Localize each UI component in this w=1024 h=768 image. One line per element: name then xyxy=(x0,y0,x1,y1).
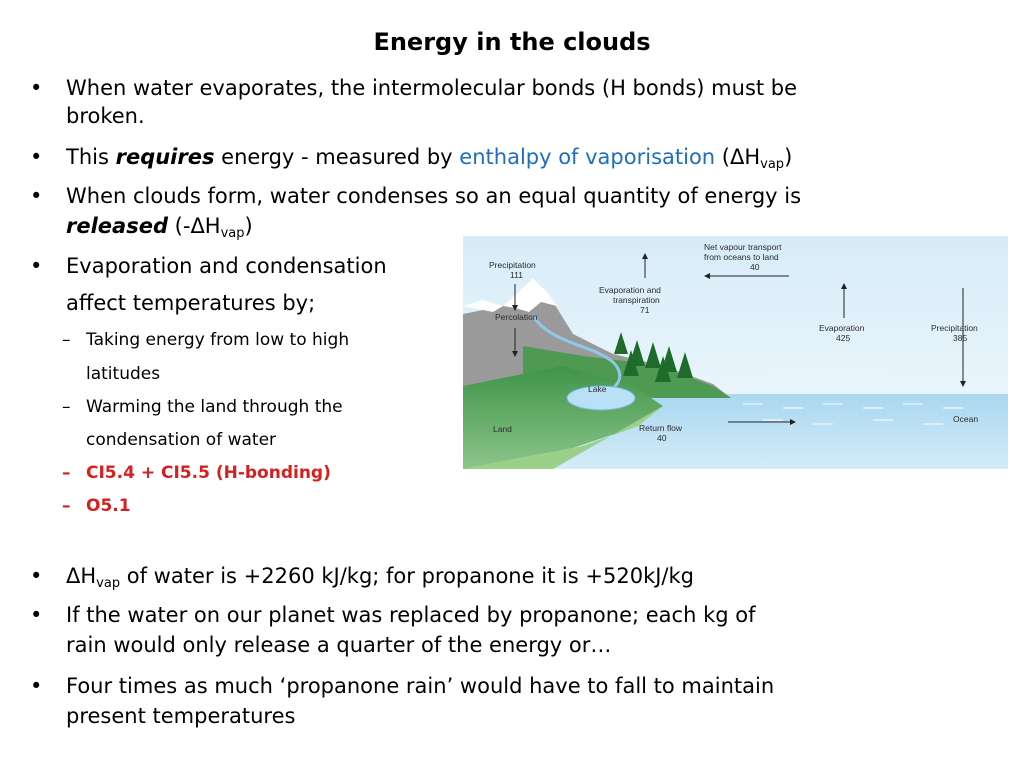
water-cycle-diagram xyxy=(463,236,1008,469)
requires-emphasis: requires xyxy=(115,145,215,169)
label-precipitation-ocean: Precipitation xyxy=(931,323,978,333)
sub-3-marker: – xyxy=(62,463,71,483)
label-net-vapour-1: Net vapour transport xyxy=(704,242,782,252)
bullet-2 xyxy=(66,145,793,172)
bullet-4-line-1: Evaporation and condensation xyxy=(66,254,387,278)
bullet-6-line-1: If the water on our planet was replaced by propanone; each kg of xyxy=(66,603,756,627)
sub-1-marker: – xyxy=(62,330,71,350)
page-title: Energy in the clouds xyxy=(373,28,651,56)
vap-subscript: vap xyxy=(760,157,785,172)
delta-h-symbol: ΔH xyxy=(66,564,97,588)
bullet-4-line-2: affect temperatures by; xyxy=(66,291,316,315)
bullet-3-close: ) xyxy=(244,214,253,238)
label-net-vapour-2: from oceans to land xyxy=(704,252,779,262)
bullet-3-post: (-ΔH xyxy=(168,214,221,238)
label-evaporation-value: 425 xyxy=(836,333,851,343)
label-evaporation: Evaporation xyxy=(819,323,865,333)
label-return-flow: Return flow xyxy=(639,423,682,433)
bullet-7-line-2: present temperatures xyxy=(66,704,296,728)
label-precipitation-land-value: 111 xyxy=(510,270,523,280)
label-return-flow-value: 40 xyxy=(657,433,667,443)
bullet-5-marker: • xyxy=(30,564,43,588)
label-precipitation-land: Precipitation xyxy=(489,260,536,270)
label-evap-trans-1: Evaporation and xyxy=(599,285,661,295)
label-lake: Lake xyxy=(588,384,607,394)
bullet-7-line-1: Four times as much ‘propanone rain’ would have to fall to maintain xyxy=(66,674,775,698)
bullet-2-post: (ΔH xyxy=(715,145,761,169)
bullet-6-line-2: rain would only release a quarter of the energy or… xyxy=(66,633,612,657)
sub-2-marker: – xyxy=(62,397,71,417)
bullet-2-close: ) xyxy=(784,145,793,169)
bullet-3-line-2 xyxy=(66,214,253,241)
bullet-2-mid: energy - measured by xyxy=(214,145,460,169)
vap-subscript: vap xyxy=(220,226,245,241)
label-percolation: Percolation xyxy=(495,312,538,322)
sub-2-line-1: Warming the land through the xyxy=(86,397,343,417)
spec-ref-ci5: CI5.4 + CI5.5 (H-bonding) xyxy=(86,463,331,483)
bullet-7-marker: • xyxy=(30,674,43,698)
vap-subscript: vap xyxy=(96,576,121,591)
released-emphasis: released xyxy=(66,214,168,238)
sub-4-marker: – xyxy=(62,496,71,516)
label-evap-trans-value: 71 xyxy=(640,305,650,315)
sub-2-line-2: condensation of water xyxy=(86,430,277,450)
label-net-vapour-value: 40 xyxy=(750,262,760,272)
bullet-3-line-1: When clouds form, water condenses so an equal quantity of energy is xyxy=(66,184,802,208)
sub-1-line-2: latitudes xyxy=(86,364,161,384)
bullet-2-pre: This xyxy=(66,145,116,169)
label-precipitation-ocean-value: 385 xyxy=(953,333,968,343)
bullet-1-marker: • xyxy=(30,76,43,100)
bullet-4-marker: • xyxy=(30,254,43,278)
label-ocean: Ocean xyxy=(953,414,979,424)
label-evap-trans-2: transpiration xyxy=(613,295,660,305)
bullet-2-marker: • xyxy=(30,145,43,169)
bullet-5 xyxy=(66,564,694,591)
bullet-5-text: of water is +2260 kJ/kg; for propanone it is +520kJ/kg xyxy=(120,564,694,588)
spec-ref-o5: O5.1 xyxy=(86,496,131,516)
bullet-3-marker: • xyxy=(30,184,43,208)
bullet-1-line-2: broken. xyxy=(66,104,145,128)
label-land: Land xyxy=(493,424,512,434)
enthalpy-of-vaporisation-term: enthalpy of vaporisation xyxy=(459,145,716,169)
bullet-6-marker: • xyxy=(30,603,43,627)
bullet-1-line-1: When water evaporates, the intermolecular bonds (H bonds) must be xyxy=(66,76,798,100)
sub-1-line-1: Taking energy from low to high xyxy=(86,330,350,350)
